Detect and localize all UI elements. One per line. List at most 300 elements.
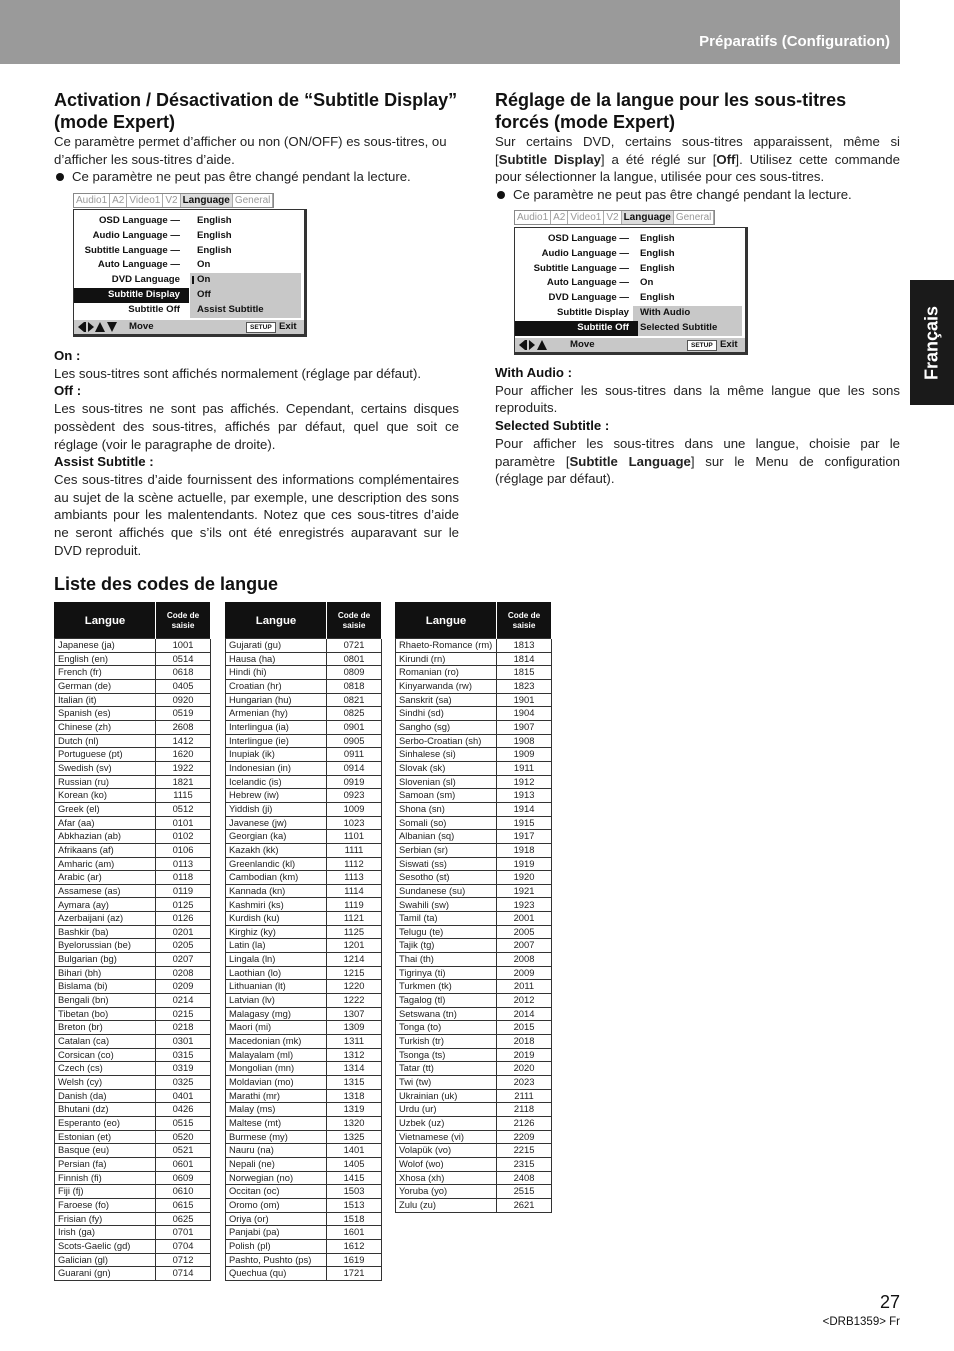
language-name-cell: Setswana (tn) (396, 1007, 497, 1021)
language-code-cell: 0519 (156, 707, 211, 721)
language-name-cell: Sangho (sg) (396, 720, 497, 734)
language-name-cell: Cambodian (km) (226, 871, 327, 885)
language-code-cell: 1518 (327, 1212, 382, 1226)
table-row (55, 775, 211, 789)
language-name-cell: Italian (it) (55, 693, 156, 707)
language-code-cell: 0201 (156, 925, 211, 939)
table-row (396, 734, 552, 748)
language-code-cell: 0125 (156, 898, 211, 912)
language-code-cell: 0914 (327, 761, 382, 775)
table-row (226, 1185, 382, 1199)
language-name-cell: Javanese (jw) (226, 816, 327, 830)
table-row (55, 1076, 211, 1090)
language-name-cell: Catalan (ca) (55, 1035, 156, 1049)
osd-tab: Video1 (127, 194, 163, 207)
table-row (396, 1089, 552, 1103)
assist-label: Assist Subtitle : (54, 454, 154, 470)
language-name-cell: Georgian (ka) (226, 830, 327, 844)
language-name-cell: Uzbek (uz) (396, 1116, 497, 1130)
language-code-cell: 1312 (327, 1048, 382, 1062)
table-row (396, 871, 552, 885)
table-row (396, 666, 552, 680)
right-note: Ce paramètre ne peut pas être changé pendant la lecture. (495, 186, 900, 204)
osd-row-label: Audio Language — (92, 229, 180, 241)
language-name-cell: Nepali (ne) (226, 1157, 327, 1171)
language-name-cell: Zulu (zu) (396, 1198, 497, 1212)
language-code-cell: 0325 (156, 1076, 211, 1090)
language-code-cell: 0405 (156, 679, 211, 693)
language-code-cell: 1307 (327, 1007, 382, 1021)
language-code-cell: 0515 (156, 1116, 211, 1130)
language-name-cell: Sanskrit (sa) (396, 693, 497, 707)
osd-row-label: OSD Language — (547, 233, 629, 244)
right-intro-bold-off: Off (716, 151, 736, 167)
language-code-cell: 2621 (497, 1198, 552, 1212)
language-name-cell: Estonian (et) (55, 1130, 156, 1144)
language-code-cell: 0208 (156, 966, 211, 980)
language-name-cell: Tsonga (ts) (396, 1048, 497, 1062)
table-row (226, 652, 382, 666)
language-name-cell: Azerbaijani (az) (55, 912, 156, 926)
table-row (396, 1062, 552, 1076)
language-code-cell: 0712 (156, 1253, 211, 1267)
table-row (396, 789, 552, 803)
table-row (55, 912, 211, 926)
language-name-cell: Malay (ms) (226, 1103, 327, 1117)
language-name-cell: Yoruba (yo) (396, 1185, 497, 1199)
language-name-cell: Bashkir (ba) (55, 925, 156, 939)
language-code-cell: 1009 (327, 802, 382, 816)
table-row (55, 1171, 211, 1185)
table-row (55, 843, 211, 857)
language-name-cell: French (fr) (55, 666, 156, 680)
language-code-cell: 0825 (327, 707, 382, 721)
table-row (226, 734, 382, 748)
language-name-cell: Interlingua (ia) (226, 720, 327, 734)
language-name-cell: Kannada (kn) (226, 884, 327, 898)
osd-menu-row (515, 247, 745, 262)
table-row (226, 1144, 382, 1158)
language-code-cell: 2215 (497, 1144, 552, 1158)
osd-row-value: English (640, 247, 675, 259)
language-name-cell: Arabic (ar) (55, 871, 156, 885)
osd-menu-row (515, 262, 745, 277)
language-side-tab (910, 280, 954, 405)
language-code-cell: 0809 (327, 666, 382, 680)
language-code-cell: 0113 (156, 857, 211, 871)
language-code-cell: 0905 (327, 734, 382, 748)
osd-footer (515, 338, 745, 352)
language-name-cell: Vietnamese (vi) (396, 1130, 497, 1144)
osd-menu-row (515, 291, 745, 306)
language-code-cell: 0521 (156, 1144, 211, 1158)
table-row (226, 857, 382, 871)
language-name-cell: Finnish (fi) (55, 1171, 156, 1185)
table-row (226, 1157, 382, 1171)
language-code-cell: 1612 (327, 1239, 382, 1253)
language-name-cell: Panjabi (pa) (226, 1226, 327, 1240)
selected-text-bold: Subtitle Language (569, 453, 691, 469)
language-name-cell: Croatian (hr) (226, 679, 327, 693)
osd-menu-row (74, 288, 304, 303)
language-code-cell: 0126 (156, 912, 211, 926)
table-row (396, 652, 552, 666)
osd-tab: A2 (551, 211, 568, 224)
table-row (55, 1021, 211, 1035)
language-code-cell: 0609 (156, 1171, 211, 1185)
language-code-cell: 1119 (327, 898, 382, 912)
language-name-cell: Basque (eu) (55, 1144, 156, 1158)
table-row (55, 748, 211, 762)
language-code-cell: 1917 (497, 830, 552, 844)
language-name-cell: Xhosa (xh) (396, 1171, 497, 1185)
language-name-cell: Assamese (as) (55, 884, 156, 898)
language-name-cell: Danish (da) (55, 1089, 156, 1103)
language-name-cell: Japanese (ja) (55, 639, 156, 653)
language-code-cell: 2018 (497, 1035, 552, 1049)
table-row (226, 939, 382, 953)
language-code-cell: 1922 (156, 761, 211, 775)
language-code-cell: 0701 (156, 1226, 211, 1240)
language-code-cell: 2608 (156, 720, 211, 734)
language-name-cell: Urdu (ur) (396, 1103, 497, 1117)
language-name-cell: Hungarian (hu) (226, 693, 327, 707)
osd-row-value: English (197, 229, 232, 241)
setup-button-icon: SETUP (246, 322, 276, 333)
osd-tab: V2 (604, 211, 621, 224)
language-code-cell: 1309 (327, 1021, 382, 1035)
language-code-cell: 1503 (327, 1185, 382, 1199)
osd-menu-row (74, 229, 304, 244)
language-name-cell: Armenian (hy) (226, 707, 327, 721)
language-code-cell: 1201 (327, 939, 382, 953)
table-row (55, 1212, 211, 1226)
language-name-cell: Spanish (es) (55, 707, 156, 721)
table-row (55, 994, 211, 1008)
language-name-cell: Quechua (qu) (226, 1267, 327, 1281)
language-name-cell: Albanian (sq) (396, 830, 497, 844)
table-row (226, 802, 382, 816)
language-code-cell: 0426 (156, 1103, 211, 1117)
osd-menu-row (74, 258, 304, 273)
right-options-block (495, 364, 900, 488)
language-name-cell: Gujarati (gu) (226, 639, 327, 653)
osd-row-label: OSD Language — (98, 215, 180, 226)
table-row (55, 830, 211, 844)
language-name-cell: Bulgarian (bg) (55, 953, 156, 967)
osd-move-label: Move (570, 339, 595, 350)
osd-menu-box (73, 209, 307, 337)
language-name-cell: Latvian (lv) (226, 994, 327, 1008)
language-name-cell: Guarani (gn) (55, 1267, 156, 1281)
language-name-cell: Tagalog (tl) (396, 994, 497, 1008)
selected-subtitle-text (495, 435, 900, 488)
osd-tab: Video1 (568, 211, 604, 224)
language-code-cell: 2515 (497, 1185, 552, 1199)
language-name-cell: Bislama (bi) (55, 980, 156, 994)
column-header-language: Langue (55, 603, 156, 639)
table-row (226, 980, 382, 994)
language-code-cell: 1001 (156, 639, 211, 653)
table-row (226, 1116, 382, 1130)
osd-row-value: On (640, 277, 654, 289)
language-code-cell: 0919 (327, 775, 382, 789)
language-name-cell: Sindhi (sd) (396, 707, 497, 721)
language-code-cell: 0301 (156, 1035, 211, 1049)
language-code-cell: 0801 (327, 652, 382, 666)
language-name-cell: Dutch (nl) (55, 734, 156, 748)
table-row (55, 1226, 211, 1240)
language-code-cell: 1813 (497, 639, 552, 653)
table-row (55, 734, 211, 748)
table-row (55, 816, 211, 830)
language-code-cell: 1814 (497, 652, 552, 666)
table-row (396, 830, 552, 844)
language-code-cell: 0615 (156, 1198, 211, 1212)
language-code-cell: 1908 (497, 734, 552, 748)
language-code-cell: 0911 (327, 748, 382, 762)
table-row (396, 707, 552, 721)
language-name-cell: Mongolian (mn) (226, 1062, 327, 1076)
language-name-cell: Galician (gl) (55, 1253, 156, 1267)
table-row (226, 1021, 382, 1035)
language-name-cell: Yiddish (ji) (226, 802, 327, 816)
table-row (226, 1267, 382, 1281)
language-name-cell: Volapük (vo) (396, 1144, 497, 1158)
language-code-cell: 1909 (497, 748, 552, 762)
osd-row-value: Assist Subtitle (197, 303, 264, 315)
selected-text-part: ] sur le Menu de configuration (réglage par défaut). (495, 453, 900, 487)
table-row (226, 1076, 382, 1090)
language-code-cell: 1901 (497, 693, 552, 707)
language-name-cell: Portuguese (pt) (55, 748, 156, 762)
language-code-cell: 2111 (497, 1089, 552, 1103)
table-row (55, 1062, 211, 1076)
language-name-cell: Thai (th) (396, 953, 497, 967)
language-code-cell: 1214 (327, 953, 382, 967)
osd-exit-label: Exit (720, 339, 738, 350)
right-intro (495, 133, 900, 186)
table-row (396, 1035, 552, 1049)
table-row (55, 925, 211, 939)
right-intro-part: ]. Utilisez cette commande pour sélectionner la langue, utilisée pour ces sous-titres. (495, 151, 900, 185)
navigation-arrows-icon (519, 339, 549, 356)
table-row (55, 761, 211, 775)
language-name-cell: Aymara (ay) (55, 898, 156, 912)
osd-tab: Language (622, 211, 674, 224)
language-code-cell: 0215 (156, 1007, 211, 1021)
codes-title: Liste des codes de langue (54, 574, 279, 594)
osd-footer (74, 320, 304, 334)
table-row (396, 884, 552, 898)
osd-row-value: On (197, 259, 211, 271)
table-row (396, 980, 552, 994)
table-row (226, 639, 382, 653)
language-code-cell: 1620 (156, 748, 211, 762)
assist-text: Ces sous-titres d’aide fournissent des informations complémentaires au sujet de la scène actuelle, par exemple, une description des sons ambiants pour les malentendants. Notez que ces sous-titres d’aide ne seront affichés que s’ils ont été enregistrés auparavant sur le DVD reproduit. (54, 471, 459, 558)
osd-row-value: With Audio (640, 307, 691, 318)
osd-menu-row (74, 214, 304, 229)
column-header-code: Code de saisie (327, 603, 382, 639)
language-name-cell: Tamil (ta) (396, 912, 497, 926)
table-row (226, 830, 382, 844)
osd-row-value: English (197, 215, 232, 226)
table-row (55, 1185, 211, 1199)
table-row (55, 1157, 211, 1171)
language-name-cell: Tatar (tt) (396, 1062, 497, 1076)
language-code-cell: 0714 (156, 1267, 211, 1281)
osd-row-label: DVD Language (111, 274, 180, 286)
table-row (226, 1239, 382, 1253)
language-name-cell: Kirundi (rn) (396, 652, 497, 666)
table-row (226, 720, 382, 734)
table-row (396, 994, 552, 1008)
language-code-cell: 1215 (327, 966, 382, 980)
language-name-cell: Irish (ga) (55, 1226, 156, 1240)
osd-tab: V2 (163, 194, 180, 207)
language-code-cell: 1325 (327, 1130, 382, 1144)
language-code-cell: 0901 (327, 720, 382, 734)
osd-row-value: English (640, 262, 675, 274)
language-name-cell: Persian (fa) (55, 1157, 156, 1171)
table-row (226, 1253, 382, 1267)
language-code-cell: 1315 (327, 1076, 382, 1090)
table-row (226, 666, 382, 680)
language-name-cell: Turkmen (tk) (396, 980, 497, 994)
table-row (55, 679, 211, 693)
osd-row-label: Subtitle Language — (84, 244, 180, 256)
page-number: 27 (879, 1292, 900, 1312)
off-text: Les sous-titres ne sont pas affichés. Cependant, certains disques possèdent des sous-titres, affichés par défaut, quel que soit ce réglage (voir le paragraphe de droite). (54, 401, 459, 452)
table-row (396, 857, 552, 871)
language-code-cell: 1320 (327, 1116, 382, 1130)
osd-row-label: Subtitle Off (128, 303, 180, 315)
language-name-cell: Sinhalese (si) (396, 748, 497, 762)
language-name-cell: Malayalam (ml) (226, 1048, 327, 1062)
language-name-cell: Lithuanian (lt) (226, 980, 327, 994)
table-row (55, 1144, 211, 1158)
language-code-cell: 2008 (497, 953, 552, 967)
language-name-cell: Greenlandic (kl) (226, 857, 327, 871)
table-row (396, 802, 552, 816)
language-name-cell: Malagasy (mg) (226, 1007, 327, 1021)
language-name-cell: Siswati (ss) (396, 857, 497, 871)
language-code-cell: 1111 (327, 843, 382, 857)
table-row (226, 789, 382, 803)
language-name-cell: Hausa (ha) (226, 652, 327, 666)
language-code-cell: 1125 (327, 925, 382, 939)
table-row (396, 1048, 552, 1062)
table-row (396, 748, 552, 762)
table-row (226, 1007, 382, 1021)
osd-row-value: Off (197, 289, 211, 300)
language-name-cell: German (de) (55, 679, 156, 693)
language-name-cell: Bihari (bh) (55, 966, 156, 980)
osd-tabs (514, 210, 715, 225)
osd-menu-box (514, 227, 748, 355)
language-name-cell: Oriya (or) (226, 1212, 327, 1226)
table-row (55, 1253, 211, 1267)
osd-row-label: Subtitle Off (577, 321, 629, 333)
language-code-cell: 1412 (156, 734, 211, 748)
language-name-cell: Moldavian (mo) (226, 1076, 327, 1090)
on-label: On : (54, 348, 81, 363)
language-code-cell: 2020 (497, 1062, 552, 1076)
language-name-cell: Interlingue (ie) (226, 734, 327, 748)
language-name-cell: Tajik (tg) (396, 939, 497, 953)
table-row (396, 966, 552, 980)
language-code-cell: 1921 (497, 884, 552, 898)
section-header-bar (0, 0, 900, 64)
language-name-cell: Esperanto (eo) (55, 1116, 156, 1130)
language-code-cell: 1823 (497, 679, 552, 693)
language-side-tab-label: Français (921, 305, 942, 380)
language-code-cell: 2118 (497, 1103, 552, 1117)
language-code-cell: 0920 (156, 693, 211, 707)
table-row (226, 816, 382, 830)
osd-row-label: Auto Language — (546, 277, 629, 289)
table-row (226, 1198, 382, 1212)
language-code-cell: 2209 (497, 1130, 552, 1144)
table-row (226, 679, 382, 693)
table-row (226, 925, 382, 939)
off-label: Off : (54, 383, 82, 399)
language-name-cell: Greek (el) (55, 802, 156, 816)
table-row (226, 1062, 382, 1076)
language-code-cell: 1314 (327, 1062, 382, 1076)
osd-row-value: Selected Subtitle (640, 321, 718, 333)
table-row (396, 912, 552, 926)
table-row (226, 898, 382, 912)
language-code-cell: 1101 (327, 830, 382, 844)
language-name-cell: Tibetan (bo) (55, 1007, 156, 1021)
language-code-cell: 0610 (156, 1185, 211, 1199)
language-name-cell: Oromo (om) (226, 1198, 327, 1212)
language-code-cell: 0315 (156, 1048, 211, 1062)
language-code-cell: 0512 (156, 802, 211, 816)
language-name-cell: Kurdish (ku) (226, 912, 327, 926)
language-code-cell: 2007 (497, 939, 552, 953)
language-name-cell: Maori (mi) (226, 1021, 327, 1035)
left-intro: Ce paramètre permet d’afficher ou non (ON/OFF) es sous-titres, ou d’afficher les sous-titres d’aide. (54, 134, 447, 167)
osd-row-label: Subtitle Display (557, 307, 629, 318)
language-name-cell: Fiji (fj) (55, 1185, 156, 1199)
language-name-cell: Kirghiz (ky) (226, 925, 327, 939)
osd-tab: Audio1 (515, 211, 551, 224)
language-name-cell: Sundanese (su) (396, 884, 497, 898)
language-code-cell: 1919 (497, 857, 552, 871)
table-row (55, 789, 211, 803)
table-row (55, 1007, 211, 1021)
language-name-cell: English (en) (55, 652, 156, 666)
language-code-cell: 0101 (156, 816, 211, 830)
language-name-cell: Faroese (fo) (55, 1198, 156, 1212)
osd-menu-row (515, 306, 745, 321)
language-name-cell: Kinyarwanda (rw) (396, 679, 497, 693)
osd-row-value: On (197, 274, 211, 286)
table-row (226, 1035, 382, 1049)
language-code-cell: 1815 (497, 666, 552, 680)
language-name-cell: Bhutani (dz) (55, 1103, 156, 1117)
table-row (396, 1116, 552, 1130)
language-code-cell: 2014 (497, 1007, 552, 1021)
language-code-cell: 0923 (327, 789, 382, 803)
language-code-cell: 0106 (156, 843, 211, 857)
table-row (226, 1171, 382, 1185)
osd-menu-row (74, 303, 304, 318)
right-intro-part: ] a été réglé sur [ (600, 151, 717, 167)
language-name-cell: Russian (ru) (55, 775, 156, 789)
